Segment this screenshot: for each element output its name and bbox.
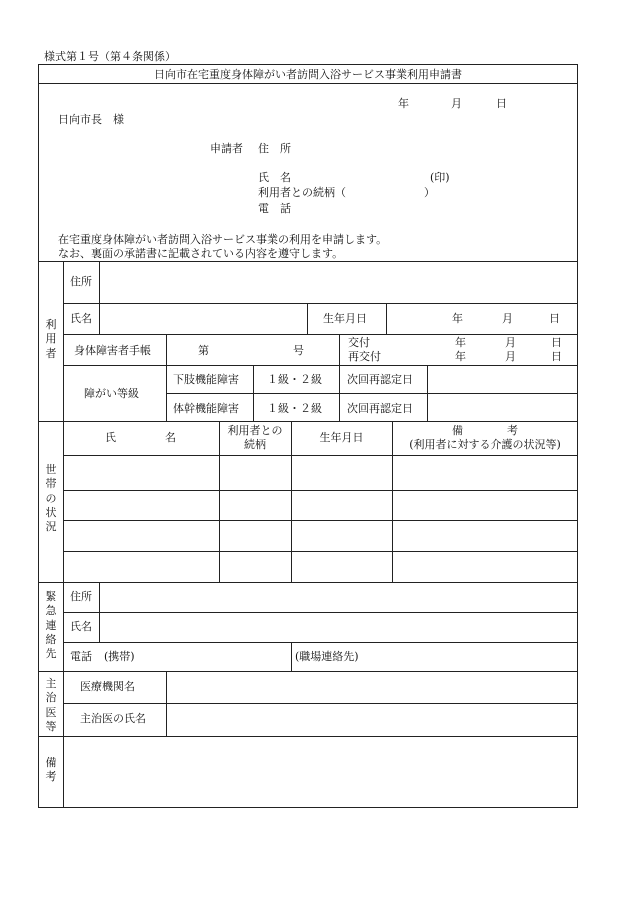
- user-birthdate-divider: [386, 303, 387, 334]
- user-birth-day: 日: [549, 312, 560, 325]
- emergency-phone-label: 電話: [70, 650, 92, 663]
- reissued-day: 日: [551, 350, 562, 363]
- seal-mark: (印): [430, 171, 450, 184]
- emergency-phone-divider: [291, 642, 292, 671]
- date-day: 日: [496, 97, 507, 110]
- handbook-divider: [166, 334, 167, 365]
- date-year: 年: [398, 97, 409, 110]
- applicant-phone-label: 電 話: [258, 202, 291, 215]
- col-name-1: 氏: [105, 431, 116, 444]
- household-row-2: [63, 520, 578, 521]
- user-section-top: [38, 261, 578, 262]
- doctor-row-1: [63, 703, 578, 704]
- household-row-1: [63, 490, 578, 491]
- reissued-year: 年: [455, 350, 466, 363]
- trunk-grade: １級・２級: [267, 402, 322, 415]
- doctor-section-bottom: [38, 736, 578, 737]
- handbook-go: 号: [293, 344, 304, 357]
- user-name-end: [307, 303, 308, 334]
- user-side-label: 利 用 者: [45, 318, 57, 360]
- addressee: 日向市長 様: [58, 113, 124, 126]
- handbook-bottom: [63, 365, 578, 366]
- col-relation-2: 続柄: [244, 438, 266, 451]
- col-relation-1: 利用者との: [227, 424, 283, 437]
- issued-label: 交付: [348, 336, 370, 349]
- applicant-name-label: 氏 名: [258, 171, 291, 184]
- emergency-row-1: [63, 612, 578, 613]
- household-header-bottom: [63, 455, 578, 456]
- statement-line-1: 在宅重度身体障がい者訪問入浴サービス事業の利用を申請します。: [58, 233, 388, 246]
- lower-limb-label: 下肢機能障害: [173, 373, 239, 386]
- applicant-label: 申請者: [210, 142, 243, 155]
- household-row-3: [63, 551, 578, 552]
- user-name-bottom: [63, 334, 578, 335]
- handbook-number-divider: [339, 334, 340, 365]
- emergency-address-label: 住所: [70, 590, 92, 603]
- applicant-relation-close: ）: [424, 186, 435, 199]
- lower-limb-grade: １級・２級: [267, 373, 322, 386]
- col-birth: 生年月日: [319, 431, 364, 444]
- user-birthdate-label: 生年月日: [323, 312, 367, 325]
- title-divider: [38, 83, 578, 84]
- user-address-bottom: [63, 303, 578, 304]
- emergency-section-bottom: [38, 671, 578, 672]
- user-name-label: 氏名: [70, 312, 92, 325]
- applicant-relation-label: 利用者との続柄（: [258, 186, 346, 199]
- col-name-2: 名: [165, 431, 176, 444]
- applicant-address-label: 住 所: [258, 142, 291, 155]
- emergency-row-2: [63, 642, 578, 643]
- emergency-side-label: 緊 急 連 絡 先: [45, 590, 57, 661]
- grade-mid-line: [166, 393, 578, 394]
- col-remarks-2: (利用者に対する介護の状況等): [409, 438, 561, 451]
- user-section-bottom: [38, 421, 578, 422]
- user-address-label: 住所: [70, 275, 92, 288]
- reissued-label: 再交付: [348, 350, 381, 363]
- form-title: 日向市在宅重度身体障がい者訪問入浴サービス事業利用申請書: [154, 68, 462, 81]
- household-col-2: [291, 421, 292, 582]
- reissued-month: 月: [505, 350, 516, 363]
- grade-label: 障がい等級: [84, 387, 139, 400]
- household-section-bottom: [38, 582, 578, 583]
- statement-line-2: なお、裏面の承諾書に記載されている内容を遵守します。: [58, 247, 344, 260]
- handbook-dai: 第: [198, 344, 209, 357]
- doctor-side-label: 主 治 医 等: [45, 677, 57, 733]
- household-side-label: 世 帯 の 状 況: [45, 463, 57, 534]
- issued-month: 月: [505, 336, 516, 349]
- form-number: 様式第１号（第４条関係）: [44, 50, 176, 63]
- issued-year: 年: [455, 336, 466, 349]
- doctor-name-label: 主治医の氏名: [80, 712, 146, 725]
- trunk-next-cert: 次回再認定日: [347, 402, 413, 415]
- user-birth-month: 月: [502, 312, 513, 325]
- remarks-side-label: 備 考: [45, 756, 57, 784]
- emergency-work-label: (職場連絡先): [295, 650, 359, 663]
- lower-limb-next-cert: 次回再認定日: [347, 373, 413, 386]
- issued-day: 日: [551, 336, 562, 349]
- date-month: 月: [451, 97, 462, 110]
- institution-label: 医療機関名: [80, 680, 135, 693]
- handbook-label: 身体障害者手帳: [74, 344, 151, 357]
- side-column-line: [63, 261, 64, 808]
- emergency-name-label: 氏名: [70, 620, 92, 633]
- user-address-divider: [99, 261, 100, 303]
- emergency-mobile-label: (携帯): [104, 650, 135, 663]
- trunk-label: 体幹機能障害: [173, 402, 239, 415]
- col-remarks-1: 備 考: [452, 424, 518, 437]
- user-name-divider: [99, 303, 100, 334]
- user-birth-year: 年: [452, 312, 463, 325]
